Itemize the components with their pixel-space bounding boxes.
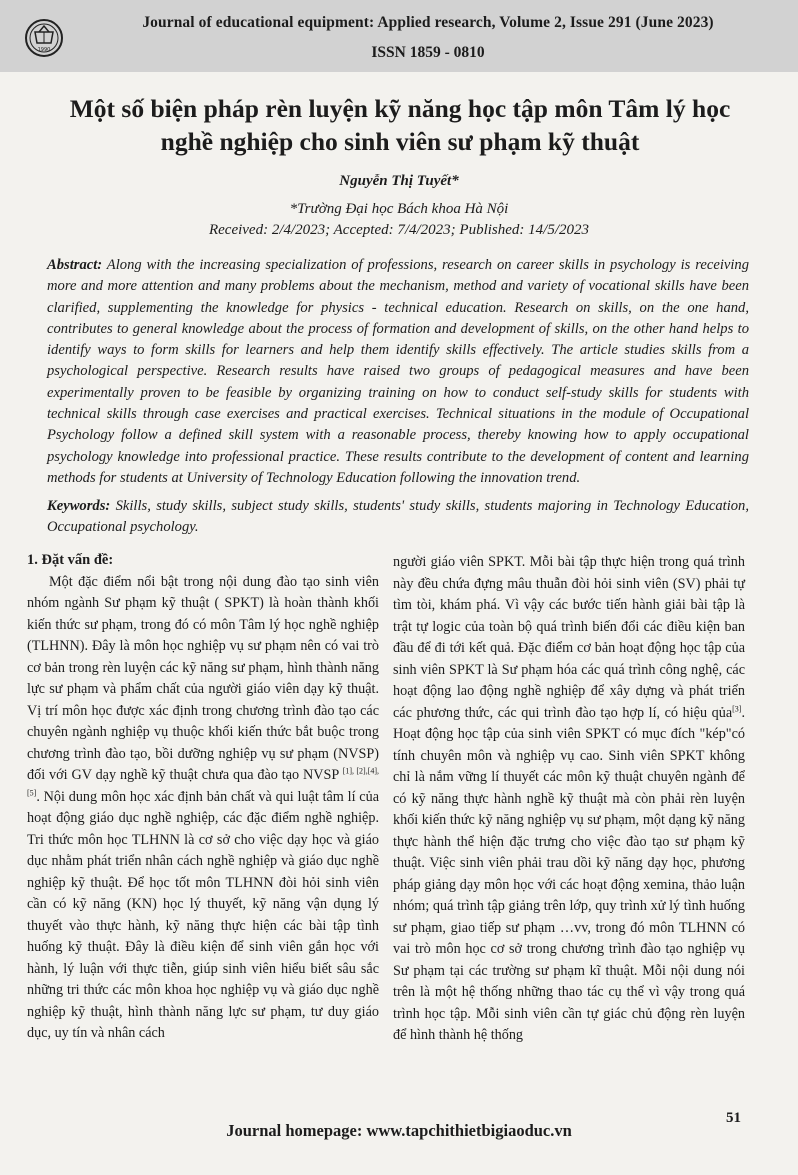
keywords: [47, 496, 749, 538]
citation-ref: [3]: [732, 703, 742, 713]
journal-logo-icon: [24, 18, 64, 58]
body-paragraph: [27, 572, 379, 1045]
page-number: 51: [726, 1110, 741, 1126]
issn: ISSN 1859 - 0810: [371, 44, 485, 61]
paragraph-text: Một đặc điểm nổi bật trong nội dung đào tạo sinh viên nhóm ngành Sư phạm kỹ thuật ( SPKT) là hoàn thành khối kiến thức sư phạm, trong đó có môn Tâm lý học nghề nghiệp (TLHNN). Đây là môn học nghiệp vụ sư phạm nên có vai trò cơ bản trong rèn luyện các kỹ năng sư phạm, hình thành năng lực sư phạm và phẩm chất của người giáo viên dạy kỹ thuật. Vị trí môn học được xác định trong chương trình đào tạo các chuyên ngành nghiệp vụ thuộc khối kiến thức bắt buộc trong chương trình đào tạo, bồi dưỡng nghiệp vụ sư phạm (NVSP) đối với GV dạy nghề kỹ thuật chưa qua đào tạo NVSP: [27, 573, 379, 783]
journal-header: [0, 0, 798, 72]
abstract-label: Abstract:: [47, 257, 103, 273]
citation-ref: [1], [2],[4], [5]: [27, 766, 380, 797]
author-name: Nguyễn Thị Tuyết*: [339, 173, 459, 189]
body-column-right: [393, 552, 745, 1047]
body-paragraph: [393, 552, 745, 1047]
section-heading: 1. Đặt vấn đề:: [27, 552, 114, 568]
keywords-text: Skills, study skills, subject study skills, students' study skills, students majoring in Technology Education, Occupational psychology.: [47, 498, 749, 535]
abstract: [47, 255, 749, 489]
abstract-text: Along with the increasing specialization of professions, research on career skills in psychology is receiving more and more attention and many problems about the mechanism, method and variety of vocational skills have been clarified, supplementing the knowledge for physics - technical education. Research on skills, on the one hand, contributes to general knowledge about the process of formation and development of skills, on the other hand helps to identify ways to form skills for learners and help them identify skills effectively. The article studies skills from a psychological perspective. Research results have raised two groups of pedagogical measures and have been experimentally proven to be feasible by organizing training on how to conduct self-study skills for students with technical skills through case exercises and practical exercises. Technical situations in the module of Occupational Psychology follow a defined skill system with a reasonable process, thereby knowing how to apply occupational psychology knowledge into professional practice. These results contribute to the development of content and learning methods for students at University of Technology Education following the innovation trend.: [47, 257, 750, 486]
paragraph-text-cont: . Hoạt động học tập của sinh viên SPKT có mục đích "kép"có tính chuyên môn và nghiệp vụ cao. Sinh viên SPKT không chỉ là nắm vững lí thuyết các môn kỹ thuật chuyên ngành để có kỹ năng thực hành nghề kỹ thuật mà còn phải rèn luyện khối kiến thức kỹ năng nghiệp vụ sư phạm, một dạng kỹ năng thực hành thể hiện đặc trưng cho việc đào tạo sư phạm kỹ thuật. Việc sinh viên phải trau dồi kỹ năng dạy học, phương pháp giảng dạy môn học với các hoạt động xemina, thảo luận nhóm; quá trình tập giảng trên lớp, quy trình xử lý tình huống sư phạm, giao tiếp sư phạm …vv, trong đó môn TLHNN có vai trò môn học cơ sở trong chương trình đào tạo nghiệp vụ Sư phạm tại các trường sư phạm kĩ thuật. Mỗi nội dung nói trên là một hệ thống những thao tác cụ thể vì vậy trong quá trình học tập. Mỗi sinh viên cần tự giác chủ động rèn luyện để hình thành hệ thống: [393, 704, 745, 1043]
title-line-1: Một số biện pháp rèn luyện kỹ năng học tập môn Tâm lý học: [69, 94, 731, 123]
svg-text:1990: 1990: [37, 47, 51, 53]
title-line-2: nghề nghiệp cho sinh viên sư phạm kỹ thuật: [160, 127, 640, 156]
keywords-label: Keywords:: [47, 498, 111, 514]
affiliation: *Trường Đại học Bách khoa Hà Nội: [289, 201, 509, 217]
paragraph-text-cont: . Nội dung môn học xác định bản chất và qui luật tâm lí của hoạt động giáo dục nghề nghiệp, các đặc điểm nghề nghiệp. Tri thức môn học TLHNN là cơ sở cho việc dạy học và giáo dục nhằm phát triển nhân cách nghề nghiệp và giáo dục nghề nghiệp kỹ thuật. Để học tốt môn TLHNN đòi hỏi sinh viên cần có kỹ năng (KN) học lý thuyết, kỹ năng vận dụng lý thuyết vào thực hành, kỹ năng thực hiện các bài tập tình huống kỹ thuật. Đây là điều kiện để sinh viên gắn học với hành, lý luận với thực tiễn, giúp sinh viên hiểu biết sâu sắc những tri thức các môn khoa học nghiệp vụ và giáo dục nghề nghiệp kỹ thuật, hình thành năng lực sư phạm, tư duy giáo dục, uy tín và nhân cách: [27, 788, 379, 1041]
publication-dates: Received: 2/4/2023; Accepted: 7/4/2023; Published: 14/5/2023: [208, 222, 590, 238]
article-title: [20, 92, 780, 158]
body-column-left: [27, 550, 379, 1045]
paragraph-text: người giáo viên SPKT. Mỗi bài tập thực hiện trong quá trình này đều chứa đựng mâu thuẫn đòi hỏi sinh viên (SV) phải tự tìm tòi, khám phá. Vì vậy các bước tiến hành giải bài tập là trật tự logic của toàn bộ quá trình biến đổi các điều kiện ban đầu để đi tới kết quả. Đặc điểm cơ bản hoạt động học tập của sinh viên SPKT là Sư phạm hóa các quá trình công nghệ, các hoạt động lao động nghề nghiệp để xây dựng và phát triển các phương thức, các qui trình đào tạo hợp lí, có hiệu qủa: [393, 554, 745, 721]
journal-citation: Journal of educational equipment: Applied research, Volume 2, Issue 291 (June 2023): [142, 14, 714, 31]
journal-homepage: Journal homepage: www.tapchithietbigiaoduc.vn: [226, 1121, 572, 1140]
